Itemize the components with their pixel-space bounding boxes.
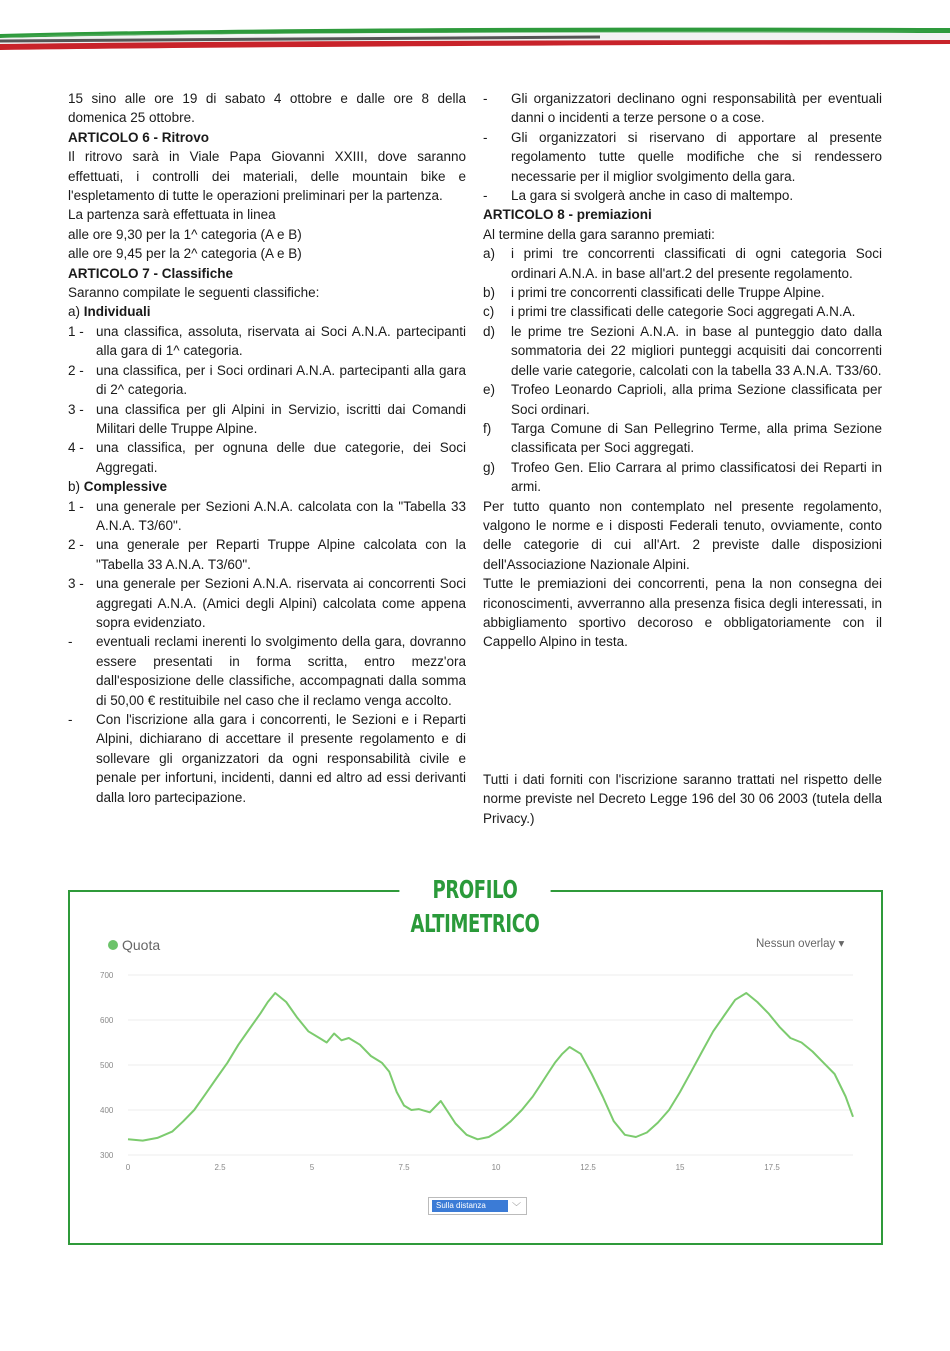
x-tick-label: 15 xyxy=(675,1163,685,1172)
profile-title: PROFILO ALTIMETRICO xyxy=(399,873,550,941)
distance-select[interactable] xyxy=(428,1197,527,1215)
left-column xyxy=(68,89,466,807)
list-item: - La gara si svolgerà anche in caso di maltempo. xyxy=(483,188,794,204)
article-7-intro: Saranno compilate le seguenti classifiche: xyxy=(68,285,320,301)
list-item: 1 - una generale per Sezioni A.N.A. calcolata con la "Tabella 33 A.N.A. T3/60". xyxy=(68,498,466,533)
list-item: - Gli organizzatori si riservano di apportare al presente regolamento tutte quelle modifiche che si rendessero necessarie per il miglior svolgimento della gara. xyxy=(483,129,882,184)
list-item: 2 - una classifica, per i Soci ordinari A.N.A. partecipanti alla gara di 2^ categoria. xyxy=(68,362,466,398)
individual-subheading: a) Individuali xyxy=(68,304,151,320)
article-7-heading: ARTICOLO 7 - Classifiche xyxy=(68,265,234,281)
legend-dot-icon xyxy=(108,940,118,950)
privacy-notice: Tutti i dati forniti con l'iscrizione saranno trattati nel rispetto delle norme previste nel Decreto Legge 196 del 30 06 2003 (tutela della Privacy.) xyxy=(483,772,882,826)
list-item: d) le prime tre Sezioni A.N.A. in base al punteggio dato dalla sommatoria dei 22 migliori punteggi acquisiti dai concorrenti delle varie categorie, calcolati con la tabella 33 A.N.A. T33/60. xyxy=(483,323,882,378)
list-item: a) i primi tre concorrenti classificati di ogni categoria Soci ordinari A.N.A. in base all'art.2 del presente regolamento. xyxy=(483,246,882,281)
elevation-line xyxy=(128,993,853,1141)
right-column xyxy=(483,89,882,652)
article-8-heading: ARTICOLO 8 - premiazioni xyxy=(483,207,652,223)
x-tick-label: 10 xyxy=(491,1163,501,1172)
chart-legend[interactable] xyxy=(108,937,160,953)
list-item: b) i primi tre concorrenti classificati delle Truppe Alpine. xyxy=(483,285,825,301)
overall-subheading: b) Complessive xyxy=(68,479,168,495)
list-item: g) Trofeo Gen. Elio Carrara al primo classificatosi dei Reparti in armi. xyxy=(483,459,882,495)
x-tick-label: 2.5 xyxy=(214,1163,226,1172)
article-6-text: Il ritrovo sarà in Viale Papa Giovanni XXIII, dove saranno effettuati, i controlli dei materiali, delle mountain bike e l'espletamento di tutte le operazioni preliminari per la partenza. xyxy=(68,149,466,204)
x-tick-label: 12.5 xyxy=(580,1163,596,1172)
list-item: e) Trofeo Leonardo Caprioli, alla prima Sezione classificata per Soci ordinari. xyxy=(483,382,882,417)
awards-paragraph: Tutte le premiazioni dei concorrenti, pena la non consegna dei riconoscimenti, avverranno alla presenza fisica degli interessati, in abbigliamento sportivo decoroso e obbligatoriamente con il Cappello Alpino in testa. xyxy=(483,576,882,650)
list-item: 4 - una classifica, per ognuna delle due categorie, dei Soci Aggregati. xyxy=(68,440,466,475)
start-line-cat1: alle ore 9,30 per la 1^ categoria (A e B) xyxy=(68,226,302,242)
chevron-down-icon: ﹀ xyxy=(512,1201,522,1212)
legend-label: Quota xyxy=(122,937,161,953)
list-item: - Gli organizzatori declinano ogni responsabilità per eventuali danni o incidenti a terze persone o a cose. xyxy=(483,91,882,126)
y-tick-label: 700 xyxy=(100,971,114,980)
list-item: 1 - una classifica, assoluta, riservata ai Soci A.N.A. partecipanti alla gara di 1^ categoria. xyxy=(68,323,466,359)
start-line-cat2: alle ore 9,45 per la 2^ categoria (A e B) xyxy=(68,246,302,262)
y-tick-label: 400 xyxy=(100,1106,114,1115)
list-item: 3 - una classifica per gli Alpini in Servizio, iscritti dai Comandi Militari delle Truppe Alpine. xyxy=(68,401,466,436)
list-item: c) i primi tre classificati delle categorie Soci aggregati A.N.A. xyxy=(483,304,856,320)
x-tick-label: 0 xyxy=(125,1163,131,1172)
list-item: 2 - una generale per Reparti Truppe Alpine calcolata con la "Tabella 33 A.N.A. T3/60". xyxy=(68,537,466,572)
elevation-chart xyxy=(78,960,868,1180)
x-tick-label: 5 xyxy=(309,1163,315,1172)
rules-paragraph: Per tutto quanto non contemplato nel presente regolamento, valgono le norme e i disposti Federali tenuto, ovviamente, conto delle categorie di cui all'Art. 2 previste dalle disposizioni dell'Associazione Nazionale Alpini. xyxy=(483,498,882,572)
article-6-heading: ARTICOLO 6 - Ritrovo xyxy=(68,129,209,145)
y-tick-label: 600 xyxy=(100,1016,114,1025)
distance-select-value: Sulla distanza xyxy=(432,1200,508,1212)
intro-text: 15 sino alle ore 19 di sabato 4 ottobre e dalle ore 8 della domenica 25 ottobre. xyxy=(68,91,466,126)
y-tick-label: 500 xyxy=(100,1061,114,1070)
y-tick-label: 300 xyxy=(100,1151,114,1160)
x-tick-label: 17.5 xyxy=(764,1163,780,1172)
list-item: - Con l'iscrizione alla gara i concorrenti, le Sezioni e i Reparti Alpini, dichiarano di accettare il presente regolamento e di sollevare gli organizzatori da ogni responsabilità civile e penale per infortuni, incidenti, danni ed altro ad essi derivanti dalla loro partecipazione. xyxy=(68,712,466,805)
list-item: - eventuali reclami inerenti lo svolgimento della gara, dovranno essere presentati in forma scritta, entro mezz'ora dall'esposizione delle classifiche, accompagnati dalla somma di 50,00 € restituibile nel caso che il reclamo venga accolto. xyxy=(68,634,466,708)
start-line: La partenza sarà effettuata in linea xyxy=(68,207,276,223)
x-tick-label: 7.5 xyxy=(398,1163,410,1172)
article-8-intro: Al termine della gara saranno premiati: xyxy=(483,226,715,242)
list-item: f) Targa Comune di San Pellegrino Terme, alla prima Sezione classificata per Soci aggregati. xyxy=(483,420,882,456)
overlay-selector[interactable]: Nessun overlay ▾ xyxy=(756,938,845,950)
list-item: 3 - una generale per Sezioni A.N.A. riservata ai concorrenti Soci aggregati A.N.A. (Amici degli Alpini) calcolata come appena sopra evidenziato. xyxy=(68,576,466,630)
tricolor-header-bar xyxy=(0,0,950,60)
